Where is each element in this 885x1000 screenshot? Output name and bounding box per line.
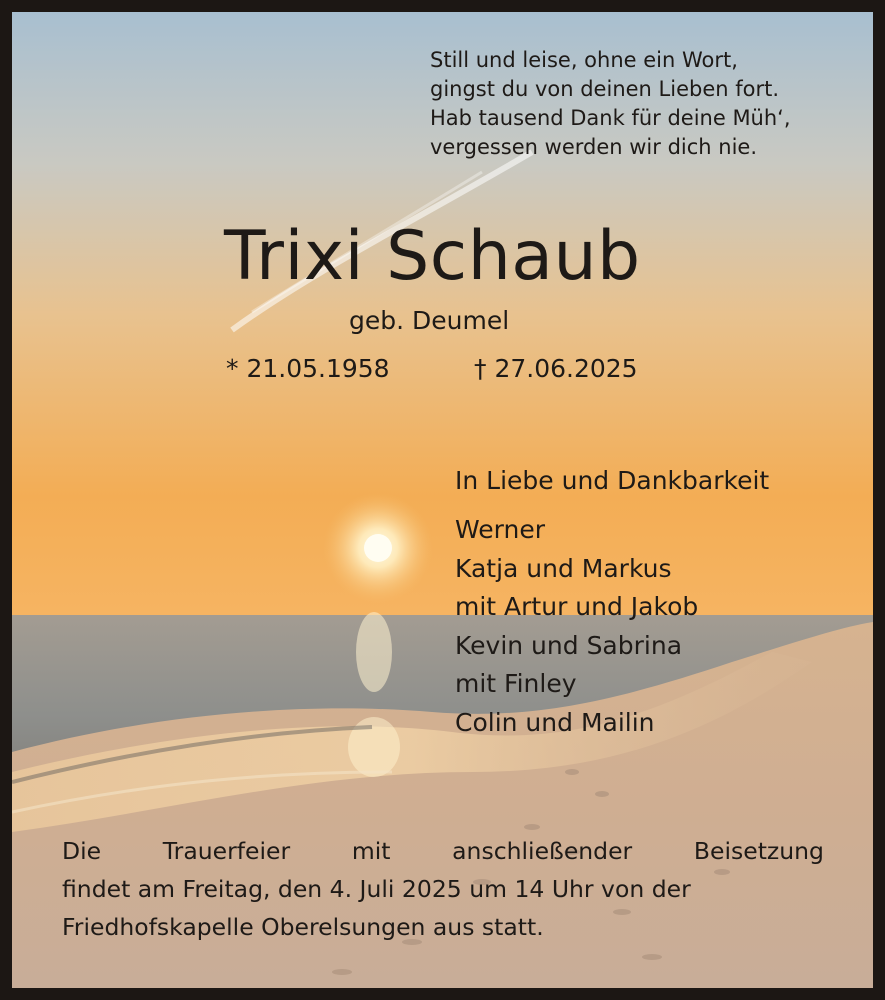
death-date: † 27.06.2025 xyxy=(474,354,638,383)
mourners-heading: In Liebe und Dankbarkeit xyxy=(455,466,770,495)
maiden-name: geb. Deumel xyxy=(349,306,510,335)
notice-line: findet am Freitag, den 4. Juli 2025 um 14 Uhr von der xyxy=(62,875,691,903)
deceased-name: Trixi Schaub xyxy=(224,217,641,296)
notice-word: anschließender xyxy=(452,837,633,865)
notice-line: Friedhofskapelle Oberelsungen aus statt. xyxy=(62,913,544,941)
notice-word: mit xyxy=(351,837,391,865)
poem-line: Still und leise, ohne ein Wort, xyxy=(430,48,738,72)
birth-date: * 21.05.1958 xyxy=(226,354,390,383)
mourner-name: Katja und Markus xyxy=(455,553,672,583)
mourner-name: Kevin und Sabrina xyxy=(455,630,683,660)
mourner-name: Werner xyxy=(455,515,545,544)
poem-line: vergessen werden wir dich nie. xyxy=(430,135,757,159)
notice-word: Die xyxy=(62,837,102,865)
funeral-notice xyxy=(62,832,824,946)
notice-word: Beisetzung xyxy=(693,837,824,865)
notice-word: Trauerfeier xyxy=(162,837,291,865)
mourner-name: Colin und Mailin xyxy=(455,707,655,737)
poem xyxy=(430,46,791,162)
notice-line xyxy=(62,832,824,870)
mourner-name: mit Artur und Jakob xyxy=(455,592,699,621)
mourner-name: mit Finley xyxy=(455,669,577,698)
poem-line: Hab tausend Dank für deine Müh‘, xyxy=(430,106,791,130)
poem-line: gingst du von deinen Lieben fort. xyxy=(430,77,780,101)
mourners-list xyxy=(455,511,698,742)
beach-sunset-background xyxy=(12,12,873,988)
